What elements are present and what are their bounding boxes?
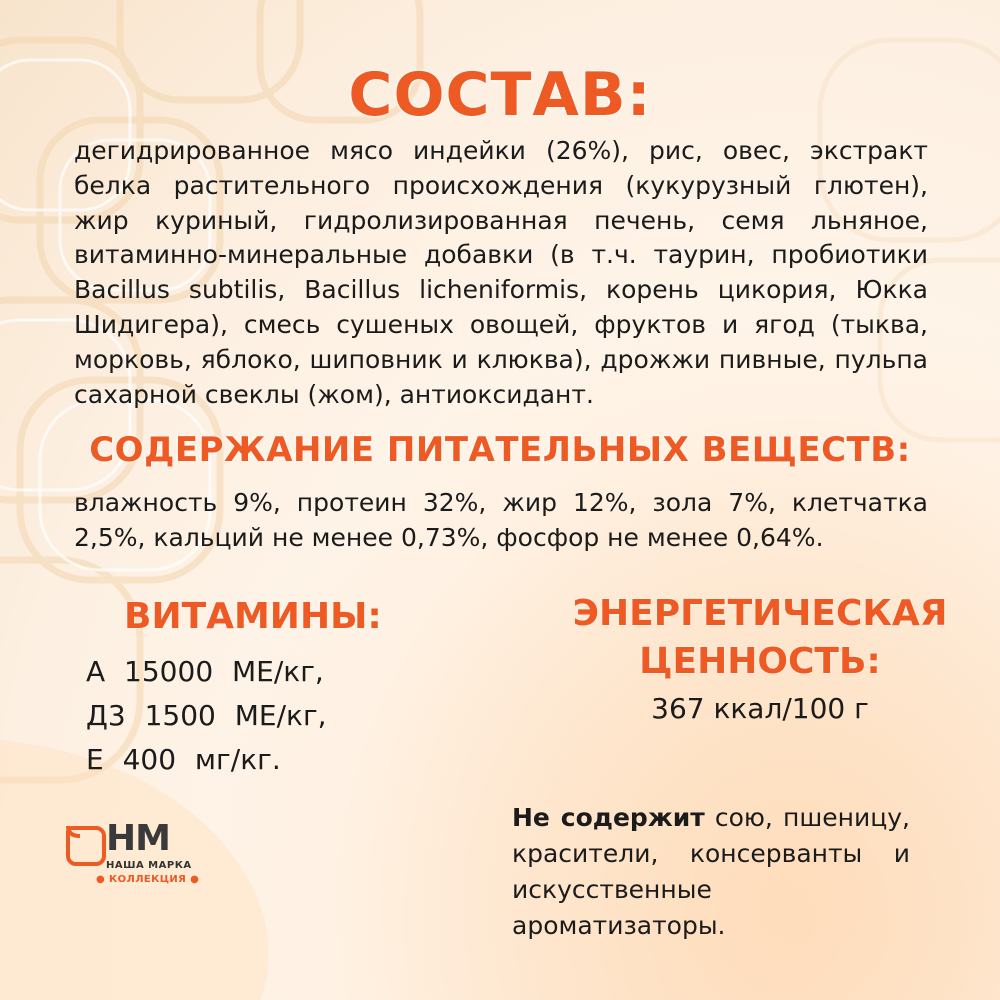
logo-dot-icon: ●: [96, 874, 110, 885]
composition-heading: СОСТАВ:: [348, 60, 652, 130]
vitamins-heading: ВИТАМИНЫ:: [124, 596, 382, 637]
logo-dot-icon: ●: [186, 874, 200, 885]
vitamin-item-e: Е 400 мг/кг.: [86, 743, 281, 776]
logo-collection-label: КОЛЛЕКЦИЯ: [109, 874, 187, 885]
logo-collection: [96, 874, 199, 885]
free-from-text: сою, пшеницу, красители, консерванты и искусственные ароматизаторы.: [512, 803, 910, 940]
brand-logo: [66, 818, 200, 892]
vitamin-item-a: А 15000 МЕ/кг,: [86, 655, 324, 688]
free-from-bold: Не содержит: [512, 803, 705, 832]
nutrients-text: влажность 9%, протеин 32%, жир 12%, зола 7%, клетчатка 2,5%, кальций не менее 0,73%, фосфор не менее 0,64%.: [74, 488, 928, 552]
logo-subtitle: НАША МАРКА: [106, 860, 192, 871]
logo-leaf-icon: [66, 822, 106, 866]
logo-letters: НМ: [106, 818, 170, 859]
free-from-notice: [512, 800, 910, 944]
energy-heading-line2: ЦЕННОСТЬ:: [639, 641, 881, 682]
energy-value: 367 ккал/100 г: [651, 692, 869, 725]
vitamins-list: [86, 650, 327, 782]
energy-heading-line1: ЭНЕРГЕТИЧЕСКАЯ: [572, 593, 948, 634]
energy-heading: [560, 590, 960, 686]
composition-text: дегидрированное мясо индейки (26%), рис, овес, экстракт белка растительного происхождения (кукурузный глютен), жир куриный, гидролизированная печень, семя льняное, витаминно-минеральные добавки (в т.ч. таурин, пробиотики Bacillus subtilis, Bacillus licheniformis, корень цикория, Юкка Шидигера), смесь сушеных овощей, фруктов и ягод (тыква, морковь, яблоко, шиповник и клюква), дрожжи пивные, пульпа сахарной свеклы (жом), антиоксидант.: [74, 136, 928, 409]
vitamin-item-d3: Д3 1500 МЕ/кг,: [86, 699, 327, 732]
nutrients-heading: СОДЕРЖАНИЕ ПИТАТЕЛЬНЫХ ВЕЩЕСТВ:: [89, 430, 911, 470]
